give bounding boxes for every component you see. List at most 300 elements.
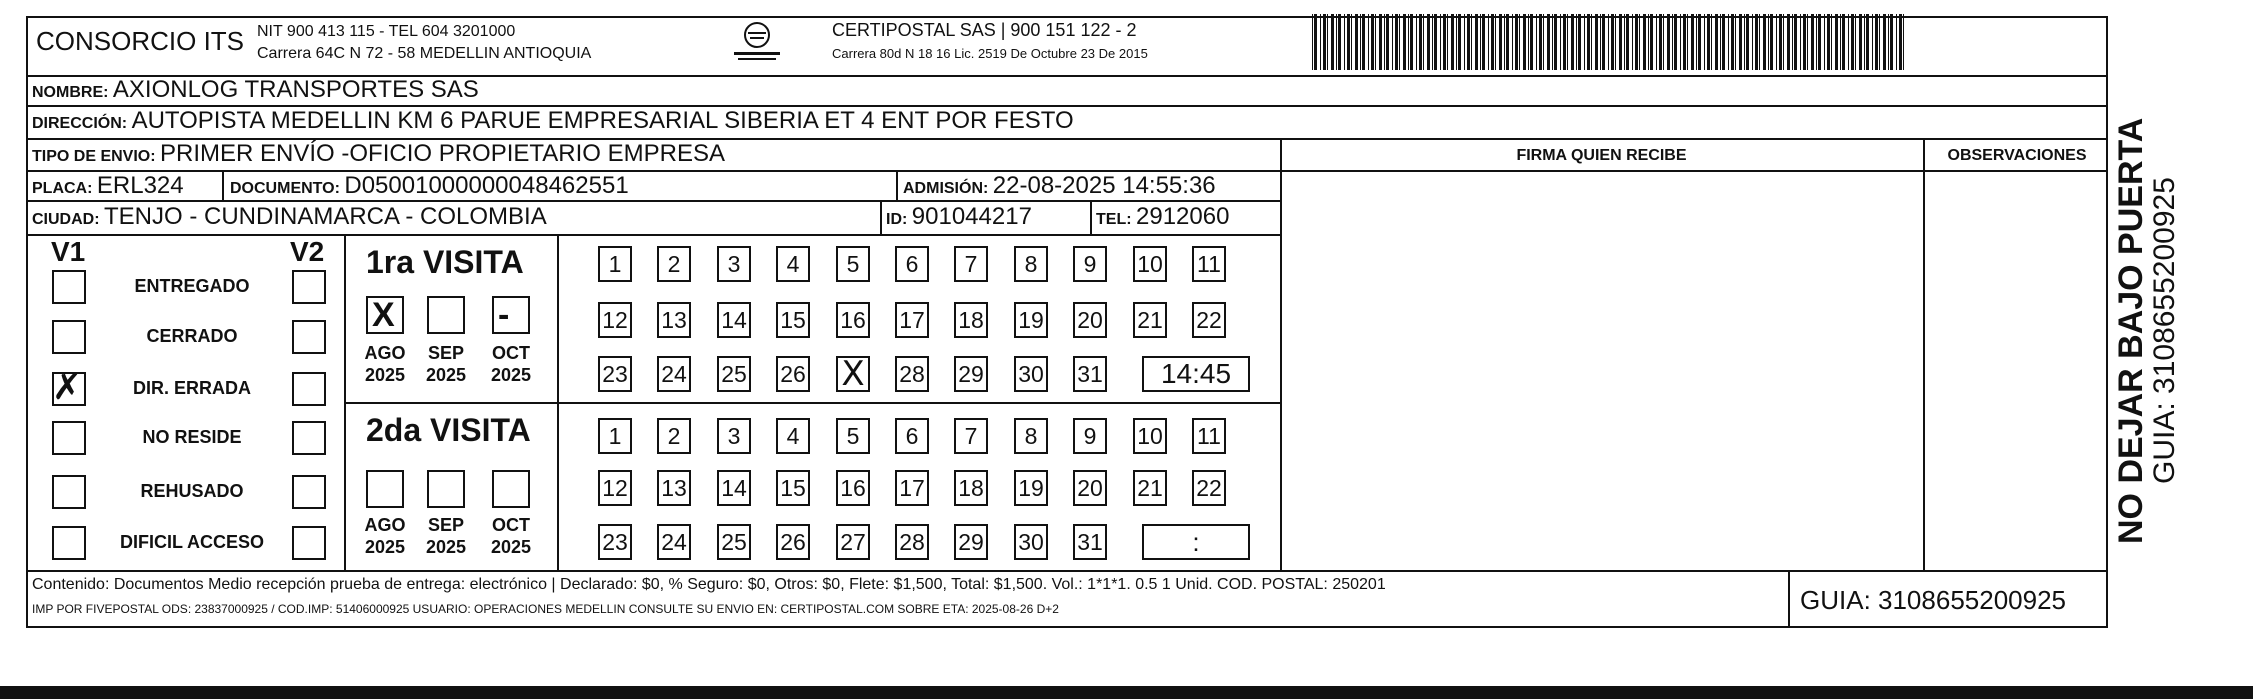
tipo-value: PRIMER ENVÍO -OFICIO PROPIETARIO EMPRESA	[160, 140, 725, 167]
barcode-bar	[1735, 14, 1736, 70]
id-label: ID:	[886, 211, 908, 228]
rule	[1280, 138, 1282, 570]
barcode-bar	[1576, 14, 1577, 70]
barcode-bar	[1739, 14, 1742, 70]
day-cell[interactable]: 6	[895, 418, 929, 454]
barcode-bar	[1523, 14, 1526, 70]
barcode-bar	[1512, 14, 1513, 70]
admision-row	[903, 172, 1216, 200]
day-cell[interactable]: 13	[657, 302, 691, 338]
day-cell[interactable]: 1	[598, 246, 632, 282]
nombre-label: NOMBRE:	[32, 84, 109, 101]
barcode-bar	[1855, 14, 1856, 70]
month-year: 2025	[490, 365, 532, 385]
barcode-bar	[1776, 14, 1777, 70]
barcode-bar	[1386, 14, 1389, 70]
tipo-label: TIPO DE ENVIO:	[32, 148, 156, 165]
barcode-bar	[1539, 14, 1542, 70]
barcode-bar	[1368, 14, 1369, 70]
day-cell[interactable]: 25	[717, 524, 751, 560]
day-cell[interactable]: 11	[1192, 418, 1226, 454]
barcode-bar	[1639, 14, 1640, 70]
barcode-bar	[1456, 14, 1457, 70]
month-label	[484, 342, 538, 386]
barcode-bar	[1595, 14, 1598, 70]
barcode-bar	[1312, 14, 1313, 70]
barcode-bar	[1327, 14, 1328, 70]
barcode-bar	[1536, 14, 1537, 70]
company-name: CONSORCIO ITS	[36, 26, 245, 56]
barcode-bar	[1720, 14, 1721, 70]
bottom-band	[0, 686, 2253, 699]
month-checkbox[interactable]	[492, 296, 530, 334]
barcode-bar	[1552, 14, 1553, 70]
barcode-bar	[1650, 14, 1653, 70]
barcode-bar	[1746, 14, 1749, 70]
month-label	[419, 514, 473, 558]
admision-value: 22-08-2025 14:55:36	[992, 172, 1216, 199]
barcode-bar	[1591, 14, 1592, 70]
barcode-bar	[1619, 14, 1622, 70]
visit2-title: 2da VISITA	[366, 412, 531, 448]
month-mark: X	[372, 296, 395, 334]
direccion-row	[32, 107, 1074, 135]
barcode-bar	[1783, 14, 1784, 70]
footer-content: Contenido: Documentos Medio recepción prueba de entrega: electrónico | Declarado: $0, % Seguro: $0, Otros: $0, Flete: $1,500, Total: $1,500. Vol.: 1*1*1. 0.5 1 Unid. COD. POSTAL: 250201	[32, 576, 1386, 593]
day-cell[interactable]: 22	[1192, 470, 1226, 506]
barcode-bar	[1687, 14, 1688, 70]
barcode-bar	[1506, 14, 1509, 70]
barcode-bar	[1519, 14, 1520, 70]
barcode-bar	[1835, 14, 1838, 70]
documento-label: DOCUMENTO:	[230, 180, 340, 197]
direccion-value: AUTOPISTA MEDELLIN KM 6 PARUE EMPRESARIAL SIBERIA ET 4 ENT POR FESTO	[131, 107, 1074, 134]
barcode-bar	[1691, 14, 1694, 70]
barcode-bar	[1571, 14, 1574, 70]
day-cell[interactable]: 4	[776, 418, 810, 454]
v1-checkbox[interactable]	[52, 421, 86, 455]
month-name: AGO	[364, 515, 406, 535]
ciudad-row	[32, 203, 547, 231]
barcode-bar	[1698, 14, 1701, 70]
month-label	[484, 514, 538, 558]
time-field[interactable]: 14:45	[1142, 356, 1250, 392]
day-cell[interactable]: 26	[776, 524, 810, 560]
barcode-bar	[1399, 14, 1400, 70]
v1-checkbox[interactable]	[52, 526, 86, 560]
barcode-bar	[1899, 14, 1902, 70]
barcode-bar	[1624, 14, 1625, 70]
v2-checkbox[interactable]	[292, 526, 326, 560]
barcode-bar	[1722, 14, 1725, 70]
barcode-bar	[1314, 14, 1317, 70]
barcode-bar	[1770, 14, 1773, 70]
day-cell[interactable]: 30	[1014, 356, 1048, 392]
barcode-bar	[1320, 14, 1321, 70]
barcode-bar	[1859, 14, 1862, 70]
month-name: AGO	[364, 343, 406, 363]
day-cell[interactable]: 9	[1073, 418, 1107, 454]
tel-row	[1096, 203, 1229, 231]
v1-header: V1	[51, 236, 86, 267]
day-cell[interactable]: 31	[1073, 356, 1107, 392]
barcode-bar	[1608, 14, 1609, 70]
barcode-bar	[1800, 14, 1801, 70]
barcode-bar	[1467, 14, 1470, 70]
tel-value: 2912060	[1136, 203, 1230, 230]
day-cell[interactable]: 15	[776, 302, 810, 338]
barcode-bar	[1615, 14, 1616, 70]
observaciones-header: OBSERVACIONES	[1947, 147, 2087, 164]
side-warning: NO DEJAR BAJO PUERTA	[2112, 117, 2150, 544]
month-name: SEP	[427, 343, 465, 363]
barcode-bar	[1759, 14, 1760, 70]
day-cell[interactable]: 4	[776, 246, 810, 282]
day-cell[interactable]: 7	[954, 246, 988, 282]
status-option-label: DIFICIL ACCESO	[119, 532, 264, 552]
barcode-bar	[1578, 14, 1581, 70]
barcode-bar	[1395, 14, 1398, 70]
id-value: 901044217	[911, 203, 1032, 230]
day-cell[interactable]: 1	[598, 418, 632, 454]
documento-row	[230, 172, 629, 200]
rule	[896, 170, 898, 200]
barcode-bar	[1680, 14, 1681, 70]
nombre-value: AXIONLOG TRANSPORTES SAS	[112, 76, 479, 103]
day-cell[interactable]: 24	[657, 524, 691, 560]
v2-checkbox[interactable]	[292, 270, 326, 304]
day-cell[interactable]: 22	[1192, 302, 1226, 338]
tipo-row	[32, 140, 725, 168]
barcode-bar	[1667, 14, 1670, 70]
barcode-bar	[1475, 14, 1478, 70]
month-name: SEP	[427, 515, 465, 535]
day-cell[interactable]: 12	[598, 470, 632, 506]
day-cell[interactable]: 16	[836, 470, 870, 506]
day-cell[interactable]: 3	[717, 418, 751, 454]
barcode-bar	[1648, 14, 1649, 70]
day-cell[interactable]: 8	[1014, 418, 1048, 454]
status-option-label: CERRADO	[146, 326, 238, 346]
barcode-bar	[1600, 14, 1601, 70]
cert-line-1: CERTIPOSTAL SAS | 900 151 122 - 2	[832, 20, 1137, 40]
day-cell[interactable]: 24	[657, 356, 691, 392]
barcode-bar	[1626, 14, 1629, 70]
barcode-bar	[1560, 14, 1561, 70]
barcode-bar	[1683, 14, 1686, 70]
barcode-bar	[1663, 14, 1664, 70]
status-option-label: NO RESIDE	[142, 427, 242, 447]
day-cell[interactable]: X	[836, 356, 870, 392]
barcode-bar	[1728, 14, 1729, 70]
barcode-bar	[1779, 14, 1782, 70]
v2-checkbox[interactable]	[292, 475, 326, 509]
month-checkbox[interactable]	[366, 296, 404, 334]
barcode-bar	[1818, 14, 1821, 70]
day-cell[interactable]: 19	[1014, 470, 1048, 506]
day-cell[interactable]: 18	[954, 302, 988, 338]
footer-guia: GUIA: 3108655200925	[1800, 585, 2066, 615]
month-year: 2025	[490, 537, 532, 557]
check-mark-icon: ✗	[52, 367, 83, 408]
rule	[222, 170, 224, 200]
certipostal-logo	[728, 20, 786, 66]
footer-imp: IMP POR FIVEPOSTAL ODS: 23837000925 / COD.IMP: 51406000925 USUARIO: OPERACIONES MEDELLIN CONSULTE SU ENVIO EN: CERTIPOSTAL.COM SOBRE ETA: 2025-08-26 D+2	[32, 602, 1059, 616]
barcode-bar	[1515, 14, 1518, 70]
barcode-bar	[1879, 14, 1880, 70]
barcode-bar	[1744, 14, 1745, 70]
barcode-bar	[1803, 14, 1806, 70]
day-cell[interactable]: 11	[1192, 246, 1226, 282]
barcode-bar	[1488, 14, 1489, 70]
day-cell[interactable]: 10	[1133, 418, 1167, 454]
day-cell[interactable]: 2	[657, 418, 691, 454]
barcode-bar	[1707, 14, 1710, 70]
barcode-bar	[1611, 14, 1614, 70]
day-cell[interactable]: 23	[598, 356, 632, 392]
barcode-bar	[1840, 14, 1841, 70]
day-cell[interactable]: 29	[954, 524, 988, 560]
barcode-bar	[1831, 14, 1832, 70]
barcode-bar	[1410, 14, 1413, 70]
barcode-bar	[1530, 14, 1533, 70]
v2-checkbox[interactable]	[292, 372, 326, 406]
month-year: 2025	[425, 365, 467, 385]
barcode-bar	[1864, 14, 1865, 70]
month-name: OCT	[492, 515, 530, 535]
barcode-bar	[1659, 14, 1662, 70]
barcode-bar	[1323, 14, 1326, 70]
id-row	[886, 203, 1032, 231]
barcode-bar	[1360, 14, 1361, 70]
day-cell[interactable]: 18	[954, 470, 988, 506]
barcode-bar	[1403, 14, 1406, 70]
barcode-bar	[1842, 14, 1845, 70]
day-cell[interactable]: 12	[598, 302, 632, 338]
visit1-title: 1ra VISITA	[366, 244, 524, 280]
barcode-bar	[1827, 14, 1830, 70]
day-cell[interactable]: 20	[1073, 302, 1107, 338]
barcode-bar	[1563, 14, 1566, 70]
day-cell[interactable]: 27	[836, 524, 870, 560]
day-cell[interactable]: 14	[717, 470, 751, 506]
month-mark: -	[498, 296, 510, 334]
barcode-bar	[1344, 14, 1345, 70]
rule	[880, 200, 882, 234]
barcode-bar	[1547, 14, 1550, 70]
month-year: 2025	[425, 537, 467, 557]
barcode-bar	[1447, 14, 1448, 70]
day-cell[interactable]: 14	[717, 302, 751, 338]
day-cell[interactable]: 21	[1133, 470, 1167, 506]
barcode-bar	[1763, 14, 1766, 70]
barcode-bar	[1362, 14, 1365, 70]
day-cell[interactable]: 28	[895, 356, 929, 392]
day-cell[interactable]: 6	[895, 246, 929, 282]
barcode-bar	[1866, 14, 1869, 70]
barcode-bar	[1528, 14, 1529, 70]
rule	[26, 570, 2108, 572]
rule	[1788, 570, 1790, 628]
month-checkbox[interactable]	[427, 296, 465, 334]
rule	[1923, 138, 1925, 570]
barcode-bar	[1451, 14, 1454, 70]
barcode-bar	[1427, 14, 1430, 70]
month-label	[419, 342, 473, 386]
barcode-bar	[1807, 14, 1808, 70]
day-cell[interactable]: 2	[657, 246, 691, 282]
barcode-bar	[1423, 14, 1424, 70]
barcode-bar	[1392, 14, 1393, 70]
day-cell[interactable]: 3	[717, 246, 751, 282]
time-field[interactable]: :	[1142, 524, 1250, 560]
barcode-bar	[1434, 14, 1437, 70]
ciudad-value: TENJO - CUNDINAMARCA - COLOMBIA	[104, 203, 547, 230]
barcode-bar	[1643, 14, 1646, 70]
barcode-bar	[1632, 14, 1633, 70]
barcode-bar	[1554, 14, 1557, 70]
barcode-bar	[1674, 14, 1677, 70]
barcode-bar	[1715, 14, 1718, 70]
status-option-label: REHUSADO	[140, 481, 244, 501]
day-cell[interactable]: 25	[717, 356, 751, 392]
v1-checkbox[interactable]	[52, 367, 86, 408]
status-option-label: DIR. ERRADA	[132, 378, 251, 398]
barcode-bar	[1696, 14, 1697, 70]
placa-label: PLACA:	[32, 180, 93, 197]
barcode-bar	[1347, 14, 1350, 70]
month-checkbox[interactable]	[492, 470, 530, 508]
barcode-bar	[1672, 14, 1673, 70]
v1-checkbox[interactable]	[52, 270, 86, 304]
company-nit: NIT 900 413 115 - TEL 604 3201000	[257, 23, 516, 40]
day-cell[interactable]: 7	[954, 418, 988, 454]
barcode-bar	[1903, 14, 1904, 70]
barcode-bar	[1875, 14, 1878, 70]
day-cell[interactable]: 23	[598, 524, 632, 560]
barcode-bar	[1499, 14, 1502, 70]
day-cell[interactable]: 9	[1073, 246, 1107, 282]
barcode-bar	[1379, 14, 1382, 70]
day-cell[interactable]: 20	[1073, 470, 1107, 506]
barcode-bar	[1331, 14, 1334, 70]
day-cell[interactable]: 8	[1014, 246, 1048, 282]
documento-value: D05001000000048462551	[344, 172, 629, 199]
barcode-bar	[1384, 14, 1385, 70]
barcode-bar	[1811, 14, 1814, 70]
day-cell[interactable]: 19	[1014, 302, 1048, 338]
barcode-bar	[1587, 14, 1590, 70]
day-cell[interactable]: 21	[1133, 302, 1167, 338]
placa-value: ERL324	[96, 172, 184, 199]
day-cell[interactable]: 5	[836, 418, 870, 454]
barcode-bar	[1419, 14, 1422, 70]
barcode-bar	[1443, 14, 1446, 70]
month-checkbox[interactable]	[427, 470, 465, 508]
day-cell[interactable]: 5	[836, 246, 870, 282]
barcode-bar	[1883, 14, 1886, 70]
barcode-bar	[1458, 14, 1461, 70]
ciudad-label: CIUDAD:	[32, 211, 100, 228]
barcode-bar	[1896, 14, 1897, 70]
cert-line-2: Carrera 80d N 18 16 Lic. 2519 De Octubre 23 De 2015	[832, 46, 1148, 61]
side-guia: GUIA: 3108655200925	[2148, 177, 2181, 484]
barcode-bar	[1731, 14, 1734, 70]
day-cell[interactable]: 17	[895, 302, 929, 338]
barcode-bar	[1602, 14, 1605, 70]
tel-label: TEL:	[1096, 211, 1132, 228]
barcode-bar	[1704, 14, 1705, 70]
rule	[1280, 170, 2108, 172]
barcode-bar	[1816, 14, 1817, 70]
v2-checkbox[interactable]	[292, 421, 326, 455]
barcode-bar	[1890, 14, 1893, 70]
day-cell[interactable]: 26	[776, 356, 810, 392]
barcode-bar	[1491, 14, 1494, 70]
barcode-bar	[1482, 14, 1485, 70]
month-checkbox[interactable]	[366, 470, 404, 508]
barcode-bar	[1656, 14, 1657, 70]
barcode-bar	[1480, 14, 1481, 70]
barcode-bar	[1584, 14, 1585, 70]
company-address: Carrera 64C N 72 - 58 MEDELLIN ANTIOQUIA	[257, 45, 592, 62]
rule	[344, 402, 1280, 404]
barcode-bar	[1792, 14, 1793, 70]
barcode-bar	[1495, 14, 1496, 70]
month-year: 2025	[364, 537, 406, 557]
day-cell[interactable]: 30	[1014, 524, 1048, 560]
barcode-bar	[1635, 14, 1638, 70]
status-option-label: ENTREGADO	[134, 276, 250, 296]
barcode-bar	[1338, 14, 1341, 70]
barcode-bar	[1567, 14, 1568, 70]
day-cell[interactable]: 28	[895, 524, 929, 560]
v1-checkbox[interactable]	[52, 475, 86, 509]
barcode-bar	[1336, 14, 1337, 70]
firma-header: FIRMA QUIEN RECIBE	[1516, 147, 1687, 164]
day-cell[interactable]: 29	[954, 356, 988, 392]
barcode-bar	[1504, 14, 1505, 70]
barcode-bar	[1355, 14, 1358, 70]
month-label	[358, 514, 412, 558]
v1-checkbox[interactable]	[52, 320, 86, 354]
month-label	[358, 342, 412, 386]
v2-checkbox[interactable]	[292, 320, 326, 354]
barcode-bar	[1851, 14, 1854, 70]
day-cell[interactable]: 13	[657, 470, 691, 506]
day-cell[interactable]: 15	[776, 470, 810, 506]
day-cell[interactable]: 17	[895, 470, 929, 506]
barcode-bar	[1543, 14, 1544, 70]
barcode-bar	[1408, 14, 1409, 70]
barcode-bar	[1711, 14, 1712, 70]
day-cell[interactable]: 31	[1073, 524, 1107, 560]
barcode-bar	[1416, 14, 1417, 70]
day-cell[interactable]: 10	[1133, 246, 1167, 282]
v2-header: V2	[290, 236, 325, 267]
barcode-bar	[1371, 14, 1374, 70]
barcode-bar	[1824, 14, 1825, 70]
barcode-bar	[1351, 14, 1352, 70]
barcode-bar	[1787, 14, 1790, 70]
month-name: OCT	[492, 343, 530, 363]
day-cell[interactable]: 16	[836, 302, 870, 338]
barcode-bar	[1794, 14, 1797, 70]
barcode-bar	[1848, 14, 1849, 70]
barcode-bar	[1375, 14, 1376, 70]
admision-label: ADMISIÓN:	[903, 180, 989, 197]
rule	[26, 234, 1280, 236]
